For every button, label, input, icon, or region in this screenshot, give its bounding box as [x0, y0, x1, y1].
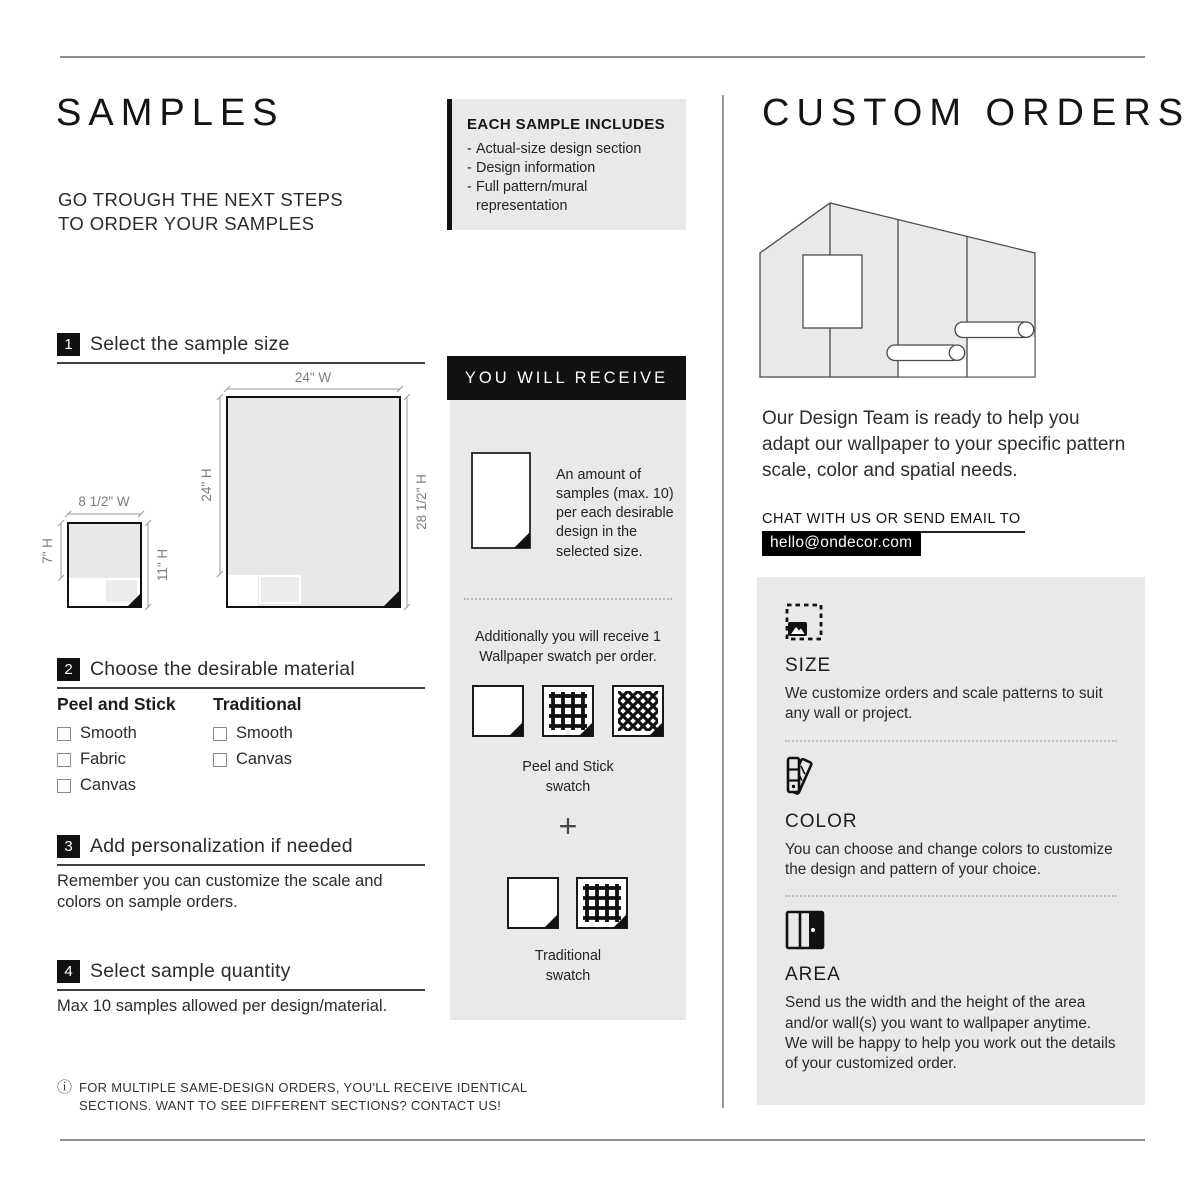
material-column-traditional [213, 694, 301, 776]
material-column-peel-and-stick [57, 694, 176, 802]
email-link[interactable]: hello@ondecor.com [762, 531, 921, 556]
dim-label-large-width: 24" W [294, 370, 332, 385]
material-option-canvas[interactable] [213, 750, 301, 769]
step-number-badge: 3 [57, 835, 80, 858]
grid-swatch-icon [542, 685, 594, 737]
material-group-title: Traditional [213, 694, 302, 714]
feature-title-size: SIZE [785, 655, 832, 676]
blank-swatch-icon [507, 877, 559, 929]
step-2-header [57, 658, 425, 689]
color-icon [785, 755, 829, 797]
material-option-smooth[interactable] [57, 724, 176, 743]
size-icon [785, 603, 823, 641]
wallpaper-wall-illustration [755, 196, 1045, 392]
large-sample-figure [199, 370, 429, 610]
includes-item: - Full pattern/mural representation [467, 178, 676, 216]
step-number-badge: 4 [57, 960, 80, 983]
feature-title-area: AREA [785, 964, 841, 986]
footnote-line: FOR MULTIPLE SAME-DESIGN ORDERS, YOU'LL RECEIVE IDENTICAL [79, 1080, 528, 1095]
page-title-samples: SAMPLES [56, 92, 285, 134]
grid-swatch-icon [576, 877, 628, 929]
page-title-custom-orders: CUSTOM ORDERS [762, 92, 1191, 134]
includes-title: EACH SAMPLE INCLUDES [467, 116, 666, 133]
material-option-fabric[interactable] [57, 750, 176, 769]
samples-amount-text: An amount of samples (max. 10) per each desirable design in the selected size. [556, 467, 674, 560]
checkbox-icon[interactable] [57, 753, 71, 767]
footnote-line: SECTIONS. WANT TO SEE DIFFERENT SECTIONS? CONTACT US! [79, 1097, 502, 1113]
additional-swatch-text: Additionally you will receive 1 Wallpaper swatch per order. [475, 629, 661, 665]
window [803, 255, 862, 328]
dim-label-small-left-height: 7" H [40, 538, 55, 564]
step-4-header [57, 960, 425, 991]
subtitle-line: TO ORDER YOUR SAMPLES [58, 213, 315, 235]
small-sample-figure [40, 494, 170, 610]
checkbox-icon[interactable] [57, 727, 71, 741]
sample-page-icon [471, 452, 531, 549]
material-option-label: Canvas [236, 750, 292, 768]
material-option-smooth[interactable] [213, 724, 301, 743]
step-label: Select the sample size [90, 333, 290, 355]
checkbox-icon[interactable] [213, 753, 227, 767]
dotted-divider [785, 740, 1117, 742]
you-will-receive-header: YOU WILL RECEIVE [447, 356, 686, 400]
feature-text-color: You can choose and change colors to customize the design and pattern of your choice. [785, 840, 1113, 879]
step-3-description: Remember you can customize the scale and colors on sample orders. [57, 872, 383, 912]
blank-swatch-icon [472, 685, 524, 737]
step-number-badge: 2 [57, 658, 80, 681]
dim-label-large-right-height: 28 1/2" H [414, 474, 429, 530]
feature-title-color: COLOR [785, 810, 858, 832]
traditional-swatch-label [450, 946, 686, 986]
wallpaper-roll [887, 345, 965, 361]
label-line: swatch [545, 968, 591, 985]
material-option-label: Canvas [80, 776, 136, 794]
footnote-text [79, 1079, 527, 1114]
label-line: Traditional [534, 948, 602, 964]
dotted-divider [785, 895, 1117, 897]
chat-with-us-label: CHAT WITH US OR SEND EMAIL TO [762, 511, 1025, 533]
design-team-intro: Our Design Team is ready to help you adapt our wallpaper to your specific pattern scale, color and spatial needs. [762, 408, 1126, 482]
wallpaper-roll [955, 322, 1034, 338]
sample-size-diagram [40, 370, 445, 620]
plus-sign: + [558, 808, 578, 844]
dim-label-large-left-height: 24" H [199, 468, 214, 502]
custom-order-features-panel [757, 577, 1145, 1105]
samples-subtitle [58, 188, 343, 237]
checkbox-icon[interactable] [213, 727, 227, 741]
step-1-header [57, 333, 425, 364]
top-rule [60, 56, 1145, 58]
dim-label-small-width: 8 1/2" W [78, 494, 130, 509]
dotted-divider [464, 598, 672, 600]
step-label: Choose the desirable material [90, 658, 355, 680]
material-option-label: Fabric [80, 750, 126, 768]
crosshatch-swatch-icon [612, 685, 664, 737]
step-4-description: Max 10 samples allowed per design/material. [57, 997, 388, 1015]
step-number-badge: 1 [57, 333, 80, 356]
area-icon [785, 910, 825, 950]
feature-text-area: Send us the width and the height of the area and/or wall(s) you want to wallpaper anytime. We will be happy to help you work out the details of your customized order. [785, 994, 1116, 1073]
each-sample-includes-box [447, 99, 686, 230]
label-line: swatch [545, 779, 591, 796]
peel-and-stick-swatch-row [472, 685, 664, 737]
material-option-label: Smooth [80, 724, 137, 742]
you-will-receive-panel [450, 400, 686, 1020]
bottom-rule [60, 1139, 1145, 1141]
step-label: Add personalization if needed [90, 835, 353, 857]
dim-label-small-right-height: 11" H [155, 548, 170, 582]
material-option-label: Smooth [236, 724, 293, 742]
includes-item: - Design information [467, 159, 676, 178]
footnote [57, 1079, 557, 1114]
feature-text-size: We customize orders and scale patterns to suit any wall or project. [785, 685, 1103, 723]
includes-item: - Actual-size design section [467, 140, 676, 159]
step-label: Select sample quantity [90, 960, 291, 982]
subtitle-line: GO TROUGH THE NEXT STEPS [58, 189, 344, 210]
label-line: Peel and Stick [522, 759, 614, 775]
column-divider [722, 95, 724, 1108]
peel-swatch-label [450, 757, 686, 797]
checkbox-icon[interactable] [57, 779, 71, 793]
material-option-canvas[interactable] [57, 776, 176, 795]
material-group-title: Peel and Stick [57, 694, 176, 714]
traditional-swatch-row [507, 877, 628, 929]
step-3-header [57, 835, 425, 866]
info-icon: ⓘ [57, 1079, 73, 1096]
